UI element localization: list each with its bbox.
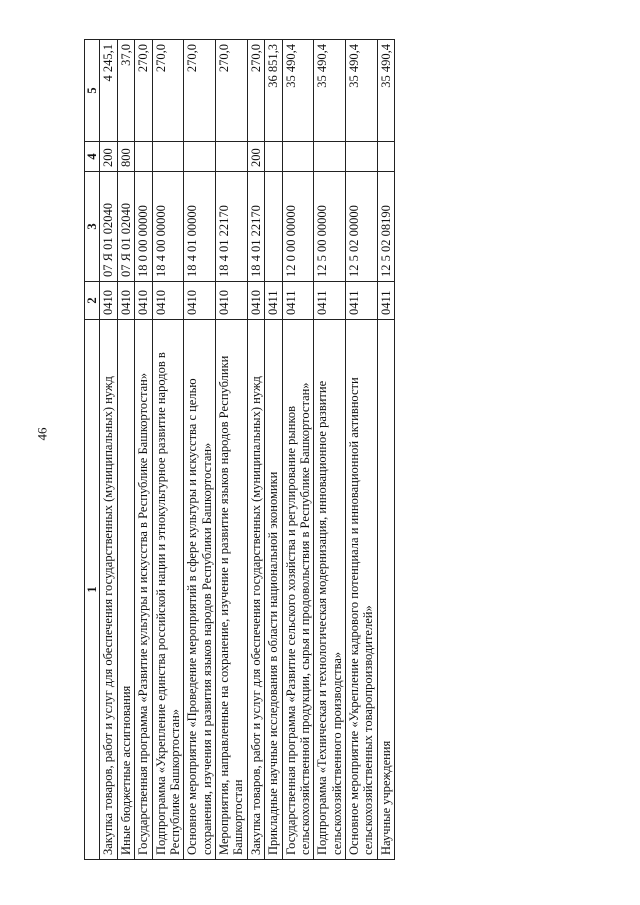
row-expense-type-cell — [265, 142, 282, 172]
row-section-cell: 0410 — [100, 282, 117, 320]
row-section-cell: 0411 — [346, 282, 378, 320]
row-name-cell: Научные учреждения — [377, 320, 394, 860]
row-name-cell: Закупка товаров, работ и услуг для обеспечения государственных (муниципальных) нужд — [100, 320, 117, 860]
row-name-cell: Государственная программа «Развитие сельского хозяйства и регулирование рынков сельскохозяйственной продукции, сырья и продовольствия в Республике Башкортостан» — [282, 320, 314, 860]
table-row — [184, 40, 216, 860]
table-row — [377, 40, 394, 860]
budget-table-container — [84, 40, 560, 860]
table-row — [152, 40, 184, 860]
header-col-1: 1 — [85, 320, 100, 860]
row-target-article-cell: 18 0 00 00000 — [135, 172, 152, 282]
row-amount-cell: 270,0 — [247, 40, 264, 142]
row-amount-cell: 270,0 — [216, 40, 248, 142]
row-target-article-cell — [265, 172, 282, 282]
row-section-cell: 0410 — [117, 282, 134, 320]
row-amount-cell: 270,0 — [152, 40, 184, 142]
row-expense-type-cell — [184, 142, 216, 172]
table-row — [265, 40, 282, 860]
row-amount-cell: 35 490,4 — [346, 40, 378, 142]
row-expense-type-cell — [314, 142, 346, 172]
row-name-cell: Мероприятия, направленные на сохранение, изучение и развитие языков народов Республики Башкортостан — [216, 320, 248, 860]
row-target-article-cell: 12 5 02 00000 — [346, 172, 378, 282]
row-amount-cell: 35 490,4 — [314, 40, 346, 142]
row-expense-type-cell — [377, 142, 394, 172]
header-col-5: 5 — [85, 40, 100, 142]
row-section-cell: 0410 — [247, 282, 264, 320]
row-name-cell: Подпрограмма «Техническая и технологическая модернизация, инновационное развитие сельскохозяйственного производства» — [314, 320, 346, 860]
row-name-cell: Основное мероприятие «Укрепление кадрового потенциала и инновационной активности сельскохозяйственных товаропроизводителей» — [346, 320, 378, 860]
row-name-cell: Основное мероприятие «Проведение мероприятий в сфере культуры и искусства с целью сохранения, изучения и развития языков народов Республики Башкортостан» — [184, 320, 216, 860]
row-expense-type-cell — [135, 142, 152, 172]
row-amount-cell: 35 490,4 — [377, 40, 394, 142]
table-row — [247, 40, 264, 860]
row-section-cell: 0411 — [265, 282, 282, 320]
row-target-article-cell: 12 5 00 00000 — [314, 172, 346, 282]
row-section-cell: 0410 — [184, 282, 216, 320]
row-name-cell: Государственная программа «Развитие культуры и искусства в Республике Башкортостан» — [135, 320, 152, 860]
row-target-article-cell: 18 4 01 22170 — [247, 172, 264, 282]
row-expense-type-cell — [346, 142, 378, 172]
row-section-cell: 0410 — [152, 282, 184, 320]
table-row — [100, 40, 117, 860]
row-target-article-cell: 07 Я 01 02040 — [100, 172, 117, 282]
table-row — [282, 40, 314, 860]
row-amount-cell: 37,0 — [117, 40, 134, 142]
row-section-cell: 0411 — [282, 282, 314, 320]
row-expense-type-cell: 200 — [247, 142, 264, 172]
table-row — [135, 40, 152, 860]
row-amount-cell: 270,0 — [184, 40, 216, 142]
row-section-cell: 0411 — [377, 282, 394, 320]
budget-table — [84, 39, 395, 860]
row-expense-type-cell: 200 — [100, 142, 117, 172]
row-expense-type-cell: 800 — [117, 142, 134, 172]
row-expense-type-cell — [216, 142, 248, 172]
row-expense-type-cell — [152, 142, 184, 172]
row-name-cell: Прикладные научные исследования в области национальной экономики — [265, 320, 282, 860]
row-amount-cell: 35 490,4 — [282, 40, 314, 142]
row-name-cell: Иные бюджетные ассигнования — [117, 320, 134, 860]
header-col-2: 2 — [85, 282, 100, 320]
row-target-article-cell: 18 4 01 00000 — [184, 172, 216, 282]
row-amount-cell: 270,0 — [135, 40, 152, 142]
row-target-article-cell: 12 0 00 00000 — [282, 172, 314, 282]
page-number: 46 — [34, 427, 50, 441]
table-row — [346, 40, 378, 860]
row-target-article-cell: 18 4 01 22170 — [216, 172, 248, 282]
header-col-4: 4 — [85, 142, 100, 172]
row-name-cell: Закупка товаров, работ и услуг для обеспечения государственных (муниципальных) нужд — [247, 320, 264, 860]
row-section-cell: 0410 — [216, 282, 248, 320]
row-section-cell: 0410 — [135, 282, 152, 320]
table-row — [216, 40, 248, 860]
row-section-cell: 0411 — [314, 282, 346, 320]
row-expense-type-cell — [282, 142, 314, 172]
header-col-3: 3 — [85, 172, 100, 282]
table-row — [314, 40, 346, 860]
row-target-article-cell: 07 Я 01 02040 — [117, 172, 134, 282]
table-row — [117, 40, 134, 860]
row-amount-cell: 4 245,1 — [100, 40, 117, 142]
row-name-cell: Подпрограмма «Укрепление единства российской нации и этнокультурное развитие народов в Республике Башкортостан» — [152, 320, 184, 860]
row-amount-cell: 36 851,3 — [265, 40, 282, 142]
table-header-row — [85, 40, 100, 860]
row-target-article-cell: 18 4 00 00000 — [152, 172, 184, 282]
row-target-article-cell: 12 5 02 08190 — [377, 172, 394, 282]
